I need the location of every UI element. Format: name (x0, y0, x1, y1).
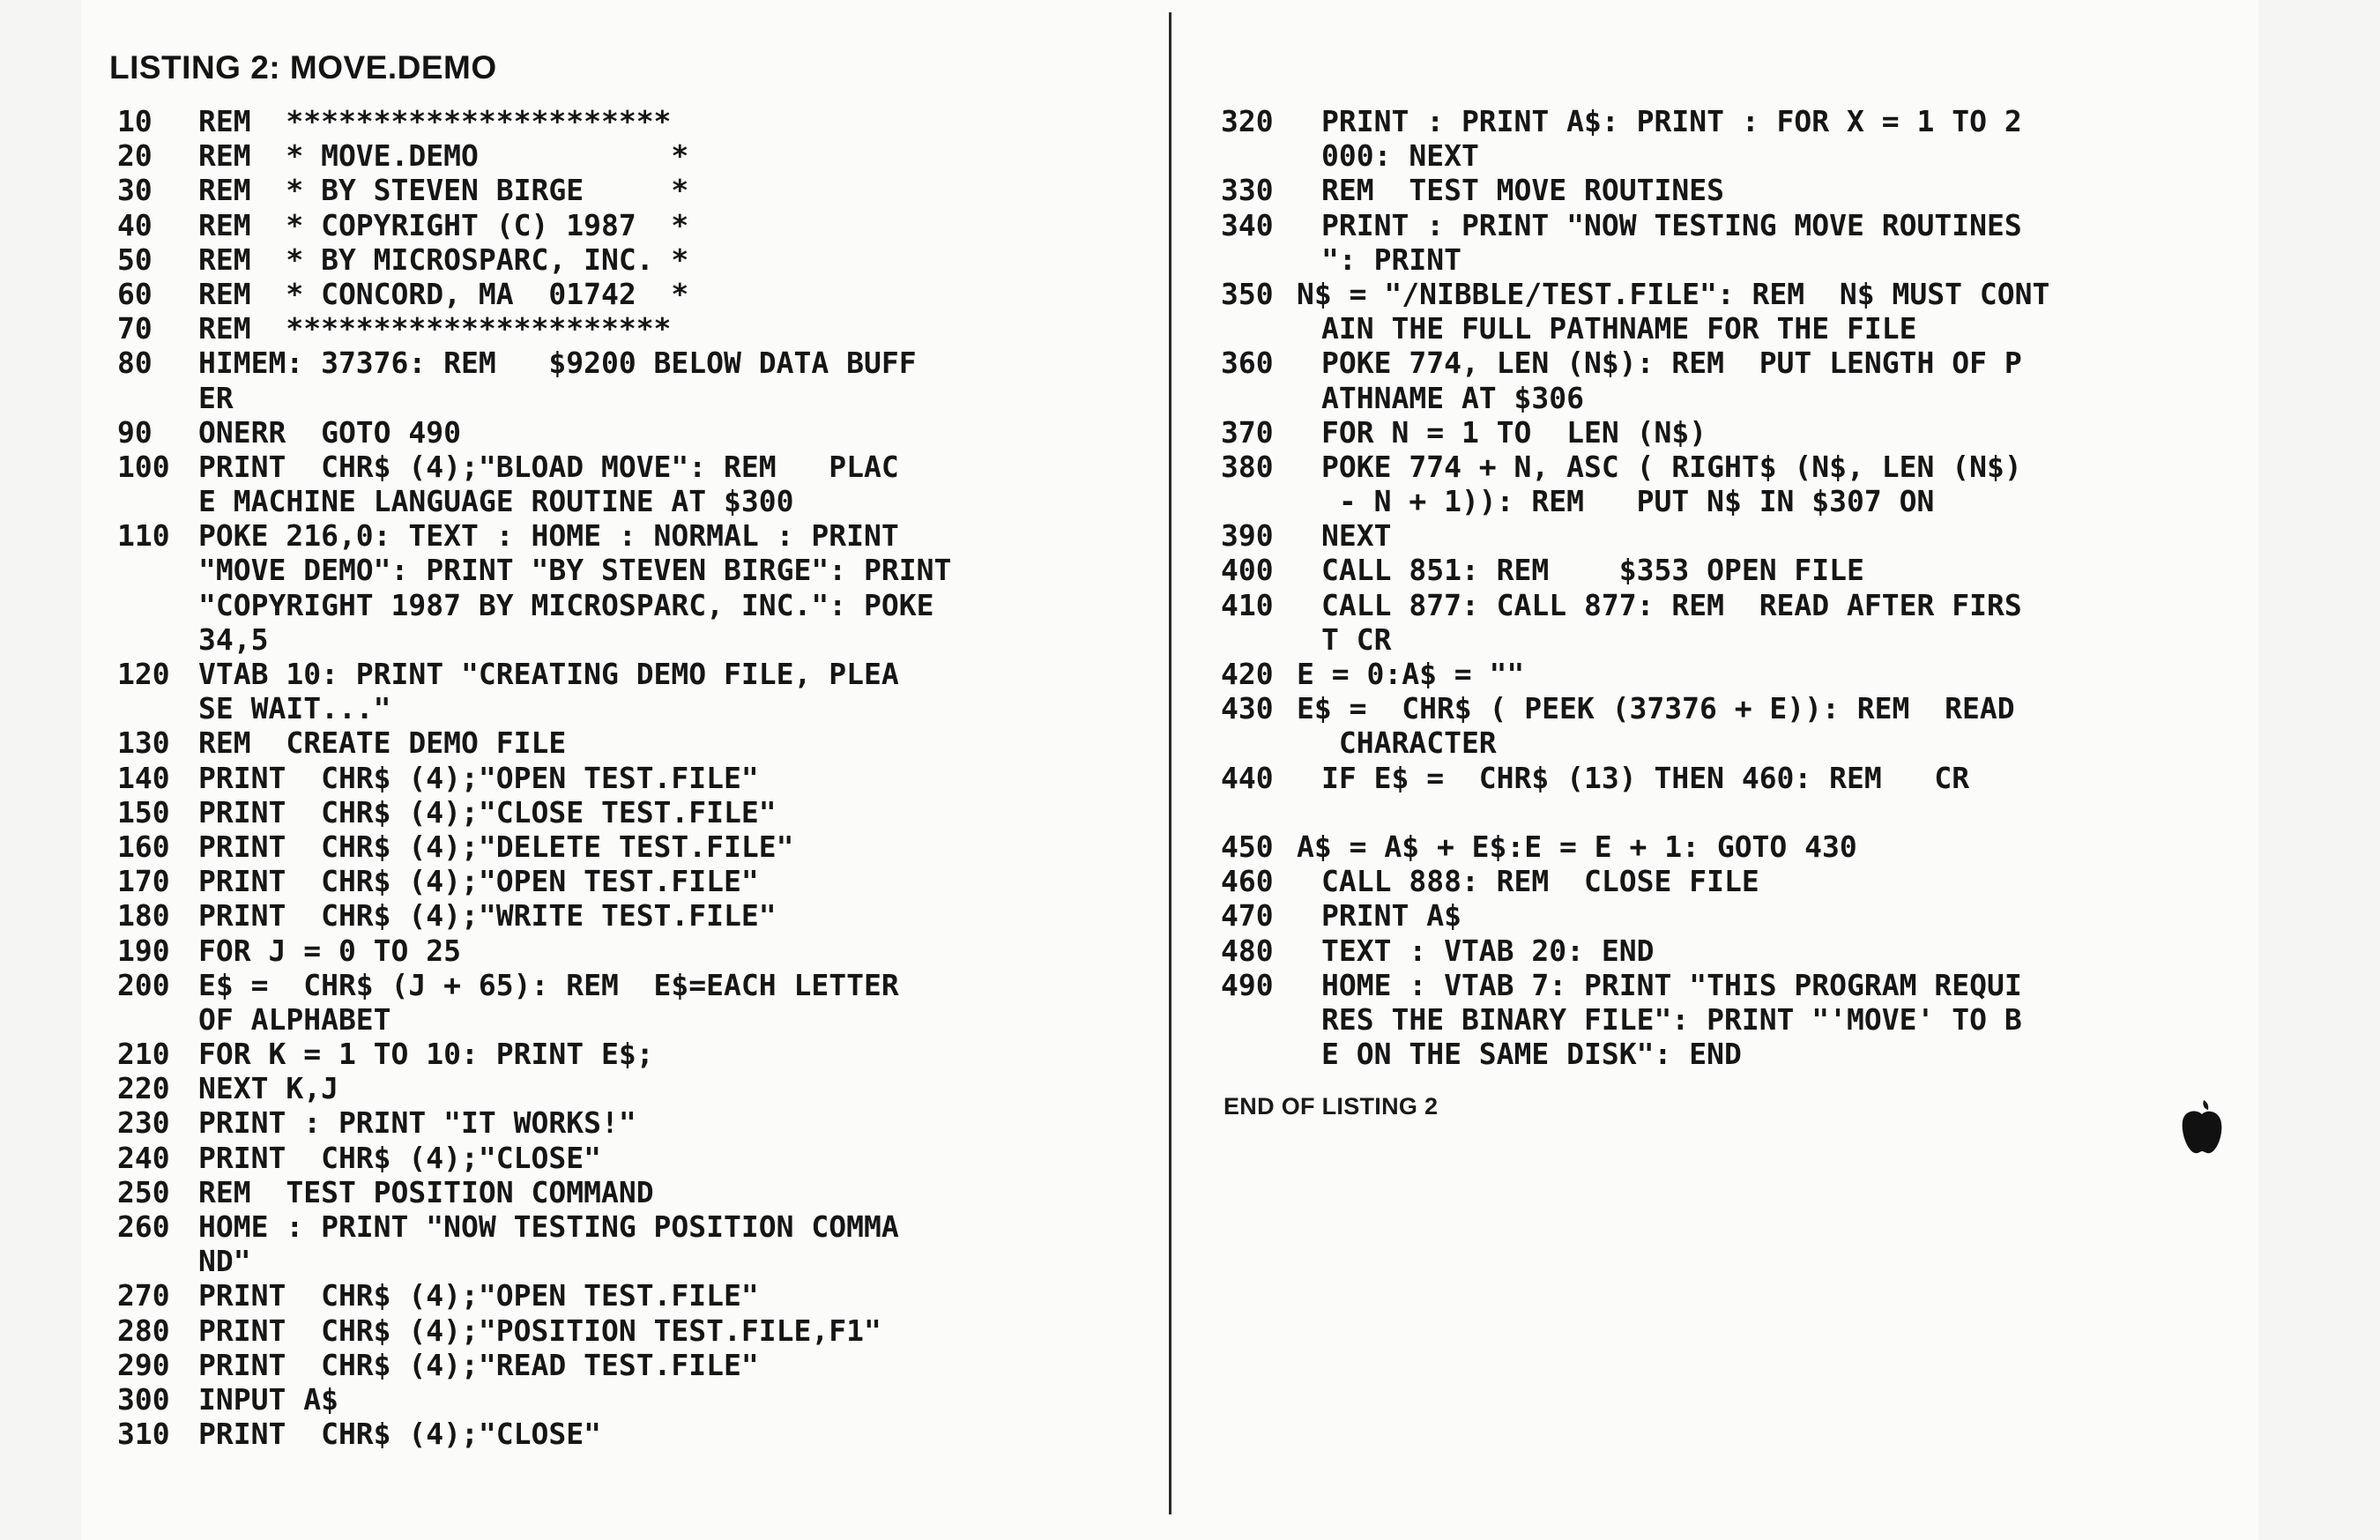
code-text: REM ********************** (198, 311, 672, 346)
code-text: PRINT : PRINT "NOW TESTING MOVE ROUTINES (1321, 207, 2022, 242)
code-line (117, 725, 1157, 760)
code-text: PRINT : PRINT "IT WORKS!" (198, 1105, 636, 1141)
line-number: 90 (117, 414, 152, 450)
code-line-continuation (1221, 138, 2287, 173)
code-line (117, 898, 1157, 933)
code-line (1221, 864, 2287, 898)
code-text: E$ = CHR$ ( PEEK (37376 + E)): REM READ (1297, 691, 2015, 726)
line-number: 10 (117, 104, 152, 138)
code-text: REM * COPYRIGHT (C) 1987 * (198, 207, 689, 242)
code-line (117, 208, 1157, 242)
code-line (117, 346, 1157, 380)
code-line (1221, 104, 2287, 138)
line-number: 170 (117, 864, 170, 899)
code-line (1221, 588, 2287, 622)
line-number: 180 (117, 898, 170, 934)
code-text: HIMEM: 37376: REM $9200 BELOW DATA BUFF (198, 346, 917, 381)
code-text: E = 0:A$ = "" (1297, 657, 1525, 691)
code-text: PRINT CHR$ (4);"WRITE TEST.FILE" (198, 898, 777, 934)
listing-left-column (117, 104, 1157, 1451)
code-line (1221, 518, 2287, 553)
listing-title: LISTING 2: MOVE.DEMO (109, 49, 497, 86)
line-number: 120 (117, 657, 170, 691)
code-line-continuation (1221, 1037, 2287, 1071)
line-number: 350 (1221, 276, 1274, 311)
code-line-continuation (1221, 795, 2287, 830)
code-line (117, 415, 1157, 450)
code-line (1221, 415, 2287, 450)
code-text: N$ = "/NIBBLE/TEST.FILE": REM N$ MUST CONT (1297, 276, 2050, 311)
code-text: FOR K = 1 TO 10: PRINT E$; (198, 1037, 654, 1072)
code-line (117, 104, 1157, 138)
code-line-continuation (1221, 622, 2287, 657)
end-of-listing-note: END OF LISTING 2 (1223, 1093, 1439, 1120)
line-number: 200 (117, 967, 170, 1002)
code-text: E MACHINE LANGUAGE ROUTINE AT $300 (198, 484, 794, 519)
line-number: 310 (117, 1417, 170, 1452)
line-number: 300 (117, 1381, 170, 1417)
code-text: CALL 851: REM $353 OPEN FILE (1321, 553, 1864, 588)
line-number: 320 (1221, 104, 1274, 138)
code-text: PRINT CHR$ (4);"CLOSE" (198, 1417, 601, 1452)
line-number: 50 (117, 242, 152, 277)
code-line-continuation (117, 691, 1157, 725)
code-text: FOR J = 0 TO 25 (198, 933, 462, 968)
code-line-continuation (1221, 1002, 2287, 1037)
code-line-continuation (117, 588, 1157, 622)
code-line-continuation (1221, 725, 2287, 760)
code-text: POKE 774 + N, ASC ( RIGHT$ (N$, LEN (N$) (1321, 449, 2022, 484)
code-text: NEXT (1321, 518, 1392, 554)
line-number: 150 (117, 794, 170, 830)
line-number: 240 (117, 1140, 170, 1175)
code-line (117, 1037, 1157, 1071)
code-line (1221, 898, 2287, 933)
code-text: AIN THE FULL PATHNAME FOR THE FILE (1321, 311, 1917, 346)
code-line-continuation (1221, 242, 2287, 277)
code-line (1221, 761, 2287, 795)
code-text: "MOVE DEMO": PRINT "BY STEVEN BIRGE": PRINT (198, 553, 952, 588)
line-number: 260 (117, 1209, 170, 1244)
line-number: 290 (117, 1347, 170, 1382)
code-line (117, 1175, 1157, 1209)
code-text: A$ = A$ + E$:E = E + 1: GOTO 430 (1297, 829, 1857, 864)
code-line (117, 1209, 1157, 1244)
code-line (1221, 173, 2287, 207)
code-line (117, 761, 1157, 795)
line-number: 160 (117, 829, 170, 864)
code-text: HOME : PRINT "NOW TESTING POSITION COMMA (198, 1209, 899, 1244)
listing-right-column (1221, 104, 2287, 1071)
line-number: 70 (117, 311, 152, 346)
code-text: "COPYRIGHT 1987 BY MICROSPARC, INC.": POKE (198, 587, 934, 622)
code-line-continuation (1221, 311, 2287, 346)
code-text: REM CREATE DEMO FILE (198, 725, 567, 761)
line-number: 60 (117, 276, 152, 311)
line-number: 400 (1221, 553, 1274, 588)
line-number: 130 (117, 725, 170, 761)
code-line (117, 1313, 1157, 1348)
code-text: 34,5 (198, 621, 269, 657)
code-text: REM * MOVE.DEMO * (198, 138, 689, 174)
code-text: ": PRINT (1321, 242, 1461, 277)
line-number: 80 (117, 346, 152, 381)
code-text: ATHNAME AT $306 (1321, 380, 1585, 415)
code-text: ONERR GOTO 490 (198, 414, 462, 450)
code-text: PRINT : PRINT A$: PRINT : FOR X = 1 TO 2 (1321, 104, 2022, 138)
line-number: 480 (1221, 933, 1274, 968)
line-number: 380 (1221, 449, 1274, 484)
code-text: OF ALPHABET (198, 1001, 391, 1037)
code-text: REM * BY MICROSPARC, INC. * (198, 242, 689, 277)
code-line (117, 1071, 1157, 1105)
code-text: POKE 774, LEN (N$): REM PUT LENGTH OF P (1321, 346, 2022, 381)
code-line (117, 1348, 1157, 1382)
code-line (1221, 968, 2287, 1002)
code-line (1221, 657, 2287, 691)
line-number: 280 (117, 1313, 170, 1348)
line-number: 490 (1221, 967, 1274, 1002)
code-line (117, 1417, 1157, 1451)
code-text: ER (198, 380, 234, 415)
code-line (117, 657, 1157, 691)
line-number: 220 (117, 1071, 170, 1106)
code-text: CALL 888: REM CLOSE FILE (1321, 864, 1759, 899)
line-number: 210 (117, 1037, 170, 1072)
code-text: INPUT A$ (198, 1381, 338, 1417)
code-text: PRINT CHR$ (4);"READ TEST.FILE" (198, 1347, 759, 1382)
code-text: PRINT CHR$ (4);"CLOSE" (198, 1140, 601, 1175)
code-line (1221, 277, 2287, 311)
code-line (117, 795, 1157, 830)
code-line-continuation (117, 553, 1157, 587)
code-line-continuation (1221, 484, 2287, 518)
code-line-continuation (117, 381, 1157, 415)
code-line-continuation (117, 622, 1157, 657)
code-text: E ON THE SAME DISK": END (1321, 1037, 1742, 1072)
code-line-continuation (117, 1002, 1157, 1037)
code-line (1221, 553, 2287, 587)
code-line (1221, 691, 2287, 725)
code-line (117, 311, 1157, 346)
code-line-continuation (117, 1244, 1157, 1278)
code-text: REM * CONCORD, MA 01742 * (198, 276, 689, 311)
line-number: 40 (117, 207, 152, 242)
code-text: NEXT K,J (198, 1071, 338, 1106)
code-text: PRINT CHR$ (4);"OPEN TEST.FILE" (198, 1278, 759, 1313)
code-line (117, 173, 1157, 207)
code-text: PRINT CHR$ (4);"OPEN TEST.FILE" (198, 864, 759, 899)
code-line (117, 864, 1157, 898)
code-line (117, 242, 1157, 277)
code-text: REM TEST POSITION COMMAND (198, 1174, 654, 1209)
code-text: CHARACTER (1321, 725, 1497, 761)
code-text: VTAB 10: PRINT "CREATING DEMO FILE, PLEA (198, 657, 899, 691)
code-line (1221, 208, 2287, 242)
code-line (1221, 934, 2287, 968)
code-text: PRINT A$ (1321, 898, 1461, 934)
line-number: 20 (117, 138, 152, 174)
line-number: 470 (1221, 898, 1274, 934)
line-number: 190 (117, 933, 170, 968)
line-number: 370 (1221, 414, 1274, 450)
code-text: SE WAIT..." (198, 691, 391, 726)
code-text: FOR N = 1 TO LEN (N$) (1321, 414, 1707, 450)
code-text: HOME : VTAB 7: PRINT "THIS PROGRAM REQUI (1321, 967, 2022, 1002)
line-number: 390 (1221, 518, 1274, 554)
code-text: REM * BY STEVEN BIRGE * (198, 173, 689, 208)
code-text: T CR (1321, 621, 1392, 657)
code-text: IF E$ = CHR$ (13) THEN 460: REM CR (1321, 760, 1970, 795)
line-number: 250 (117, 1174, 170, 1209)
line-number: 420 (1221, 657, 1274, 691)
code-line-continuation (1221, 381, 2287, 415)
code-text: REM TEST MOVE ROUTINES (1321, 173, 1724, 208)
code-text: 000: NEXT (1321, 138, 1479, 174)
line-number: 140 (117, 760, 170, 795)
line-number: 110 (117, 518, 170, 554)
code-text: ND" (198, 1244, 251, 1279)
code-text: RES THE BINARY FILE": PRINT "'MOVE' TO B (1321, 1001, 2022, 1037)
code-line (117, 1105, 1157, 1140)
code-line (1221, 346, 2287, 380)
line-number: 230 (117, 1105, 170, 1141)
code-line (117, 450, 1157, 484)
code-text: TEXT : VTAB 20: END (1321, 933, 1655, 968)
code-text: PRINT CHR$ (4);"DELETE TEST.FILE" (198, 829, 794, 864)
code-text: REM ********************** (198, 104, 672, 138)
code-text: CALL 877: CALL 877: REM READ AFTER FIRS (1321, 587, 2022, 622)
line-number: 440 (1221, 760, 1274, 795)
code-text: E$ = CHR$ (J + 65): REM E$=EACH LETTER (198, 967, 899, 1002)
code-line (117, 830, 1157, 864)
line-number: 430 (1221, 691, 1274, 726)
line-number: 360 (1221, 346, 1274, 381)
apple-logo-icon (2177, 1097, 2227, 1157)
line-number: 330 (1221, 173, 1274, 208)
code-line-continuation (117, 484, 1157, 518)
code-line (117, 934, 1157, 968)
line-number: 340 (1221, 207, 1274, 242)
line-number: 460 (1221, 864, 1274, 899)
code-line (117, 1141, 1157, 1175)
code-text: POKE 216,0: TEXT : HOME : NORMAL : PRINT (198, 518, 899, 554)
line-number: 270 (117, 1278, 170, 1313)
code-line (1221, 830, 2287, 864)
line-number: 450 (1221, 829, 1274, 864)
line-number: 100 (117, 449, 170, 484)
code-text: PRINT CHR$ (4);"BLOAD MOVE": REM PLAC (198, 449, 899, 484)
code-line (117, 1278, 1157, 1313)
code-text: - N + 1)): REM PUT N$ IN $307 ON (1321, 484, 1935, 519)
code-line (1221, 450, 2287, 484)
code-line (117, 518, 1157, 553)
code-line (117, 1382, 1157, 1417)
code-text: PRINT CHR$ (4);"CLOSE TEST.FILE" (198, 794, 777, 830)
line-number: 30 (117, 173, 152, 208)
code-line (117, 277, 1157, 311)
code-line (117, 138, 1157, 173)
column-divider (1169, 12, 1171, 1514)
code-text: PRINT CHR$ (4);"OPEN TEST.FILE" (198, 760, 759, 795)
code-line (117, 968, 1157, 1002)
line-number: 410 (1221, 587, 1274, 622)
code-text: PRINT CHR$ (4);"POSITION TEST.FILE,F1" (198, 1313, 881, 1348)
